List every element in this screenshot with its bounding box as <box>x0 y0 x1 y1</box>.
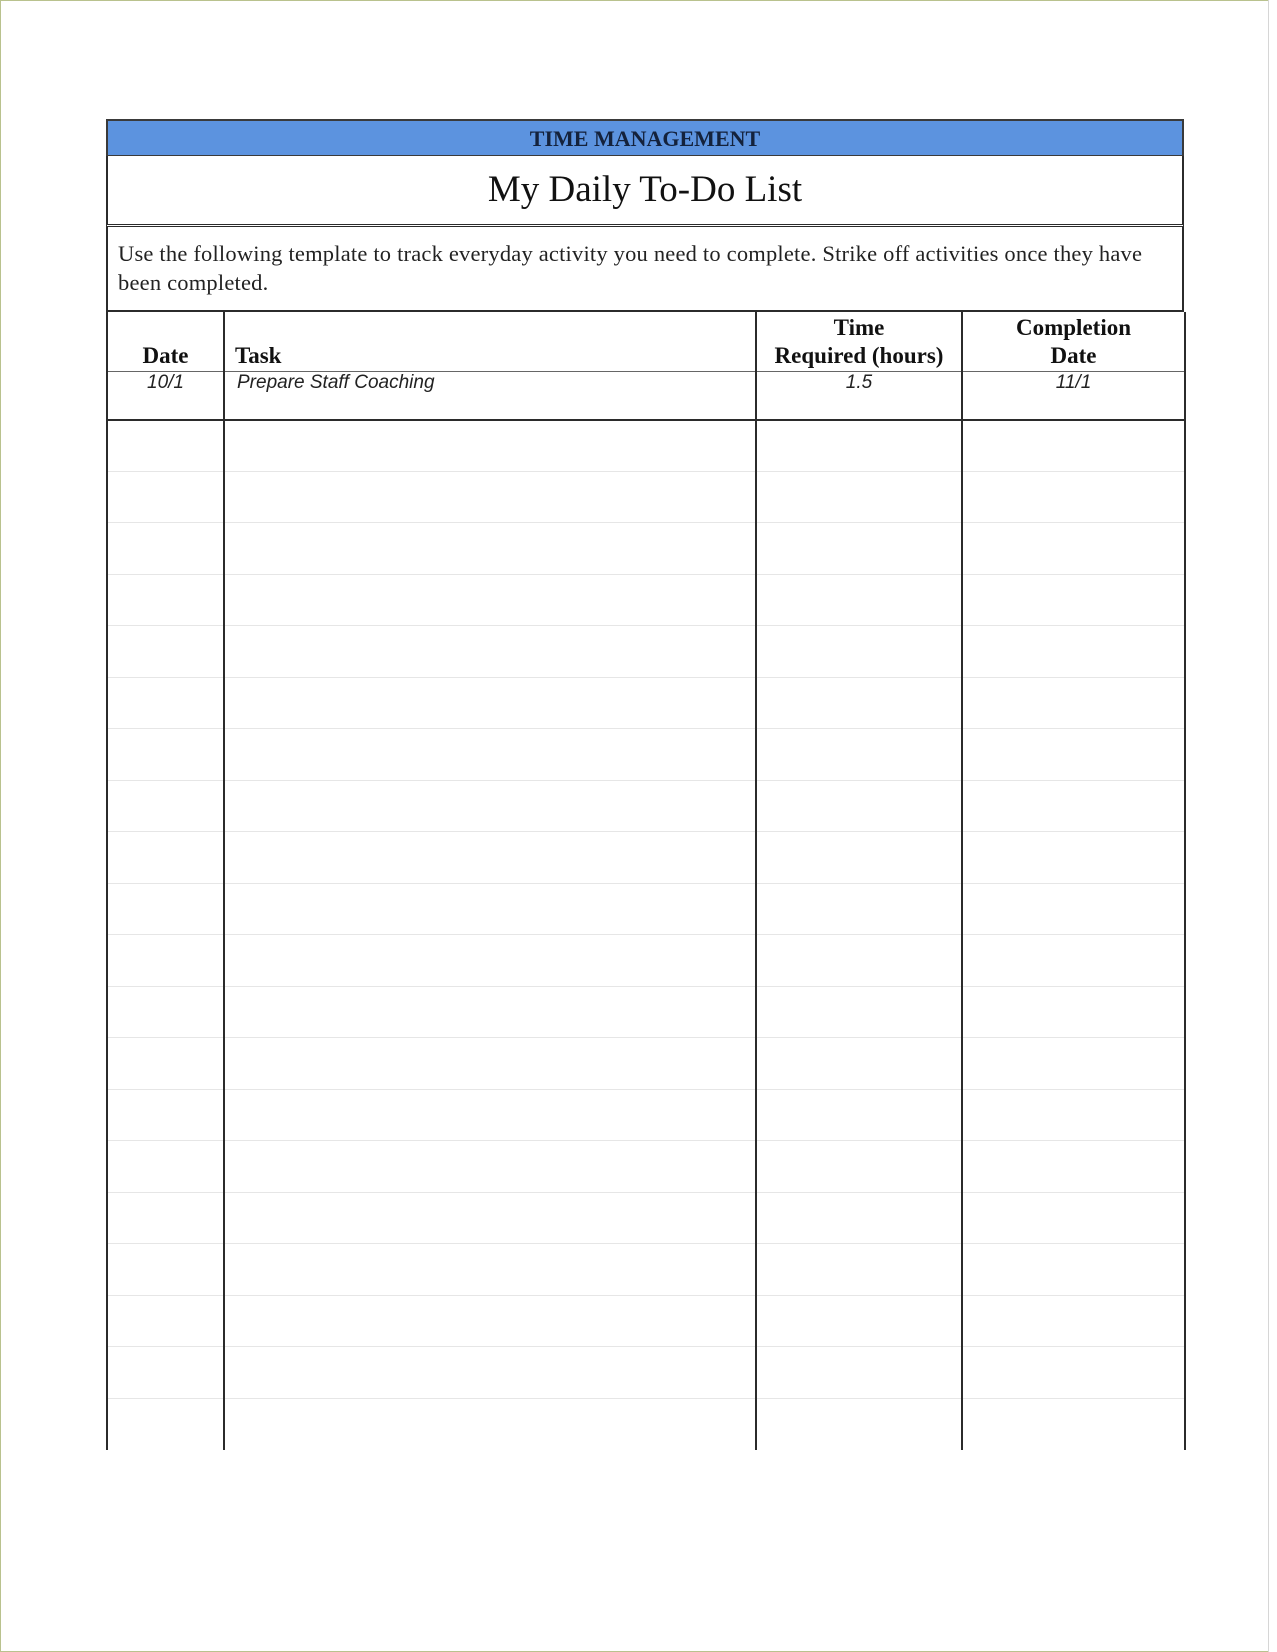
task-cell <box>224 832 756 884</box>
task-cell <box>224 1089 756 1141</box>
task-cell <box>224 574 756 626</box>
header-completion-line2: Date <box>1050 343 1097 368</box>
table-row <box>107 986 1185 1038</box>
time-cell <box>756 1244 962 1296</box>
example-row <box>107 372 1185 420</box>
time-cell <box>756 780 962 832</box>
date-cell <box>107 1089 224 1141</box>
date-cell <box>107 1295 224 1347</box>
header-completion-line1: Completion <box>1016 315 1131 340</box>
header-time-line1: Time <box>833 315 885 340</box>
task-cell <box>224 677 756 729</box>
table-row <box>107 677 1185 729</box>
header-time-required <box>756 312 962 372</box>
date-cell <box>107 1398 224 1450</box>
completion-cell <box>962 1244 1185 1296</box>
table-row <box>107 1347 1185 1399</box>
date-cell <box>107 471 224 523</box>
banner-title: TIME MANAGEMENT <box>106 119 1184 156</box>
date-cell <box>107 1141 224 1193</box>
date-cell <box>107 420 224 472</box>
task-cell <box>224 471 756 523</box>
time-cell <box>756 574 962 626</box>
header-time-line2: Required (hours) <box>774 343 944 368</box>
time-cell <box>756 1141 962 1193</box>
task-cell <box>224 626 756 678</box>
time-cell <box>756 1192 962 1244</box>
example-date: 10/1 <box>107 372 224 420</box>
time-cell <box>756 832 962 884</box>
task-cell <box>224 1295 756 1347</box>
header-completion-date <box>962 312 1185 372</box>
time-cell <box>756 471 962 523</box>
date-cell <box>107 832 224 884</box>
table-row <box>107 1192 1185 1244</box>
time-cell <box>756 1347 962 1399</box>
completion-cell <box>962 471 1185 523</box>
completion-cell <box>962 626 1185 678</box>
instructions-text: Use the following template to track everyday activity you need to complete. Strike off activities once they have been completed. <box>106 227 1184 312</box>
time-cell <box>756 677 962 729</box>
date-cell <box>107 523 224 575</box>
completion-cell <box>962 935 1185 987</box>
table-row <box>107 780 1185 832</box>
completion-cell <box>962 574 1185 626</box>
table-row <box>107 523 1185 575</box>
table-row <box>107 1089 1185 1141</box>
todo-table <box>106 312 1186 1450</box>
time-cell <box>756 935 962 987</box>
date-cell <box>107 1038 224 1090</box>
table-row <box>107 471 1185 523</box>
time-cell <box>756 420 962 472</box>
task-cell <box>224 523 756 575</box>
task-cell <box>224 729 756 781</box>
completion-cell <box>962 883 1185 935</box>
task-cell <box>224 780 756 832</box>
time-cell <box>756 523 962 575</box>
completion-cell <box>962 1038 1185 1090</box>
completion-cell <box>962 1192 1185 1244</box>
time-cell <box>756 1295 962 1347</box>
completion-cell <box>962 729 1185 781</box>
completion-cell <box>962 1141 1185 1193</box>
date-cell <box>107 677 224 729</box>
task-cell <box>224 1038 756 1090</box>
table-row <box>107 420 1185 472</box>
page-edge <box>1268 0 1277 1652</box>
table-row <box>107 1295 1185 1347</box>
task-cell <box>224 420 756 472</box>
example-task: Prepare Staff Coaching <box>224 372 756 420</box>
completion-cell <box>962 1398 1185 1450</box>
completion-cell <box>962 1347 1185 1399</box>
date-cell <box>107 986 224 1038</box>
table-row <box>107 1398 1185 1450</box>
table-row <box>107 626 1185 678</box>
example-completion: 11/1 <box>962 372 1185 420</box>
completion-cell <box>962 677 1185 729</box>
time-cell <box>756 626 962 678</box>
completion-cell <box>962 1295 1185 1347</box>
table-row <box>107 883 1185 935</box>
date-cell <box>107 626 224 678</box>
completion-cell <box>962 420 1185 472</box>
header-date: Date <box>107 312 224 372</box>
task-cell <box>224 986 756 1038</box>
completion-cell <box>962 986 1185 1038</box>
date-cell <box>107 780 224 832</box>
task-cell <box>224 1192 756 1244</box>
table-row <box>107 1038 1185 1090</box>
task-cell <box>224 1398 756 1450</box>
todo-sheet <box>106 119 1184 1450</box>
time-cell <box>756 986 962 1038</box>
header-task: Task <box>224 312 756 372</box>
page-title: My Daily To-Do List <box>106 156 1184 227</box>
time-cell <box>756 1089 962 1141</box>
date-cell <box>107 574 224 626</box>
date-cell <box>107 1192 224 1244</box>
time-cell <box>756 729 962 781</box>
example-time: 1.5 <box>756 372 962 420</box>
completion-cell <box>962 780 1185 832</box>
task-cell <box>224 1347 756 1399</box>
date-cell <box>107 1244 224 1296</box>
task-cell <box>224 935 756 987</box>
table-row <box>107 1244 1185 1296</box>
time-cell <box>756 883 962 935</box>
date-cell <box>107 729 224 781</box>
completion-cell <box>962 1089 1185 1141</box>
table-row <box>107 729 1185 781</box>
time-cell <box>756 1038 962 1090</box>
time-cell <box>756 1398 962 1450</box>
completion-cell <box>962 832 1185 884</box>
task-cell <box>224 883 756 935</box>
date-cell <box>107 883 224 935</box>
table-header-row <box>107 312 1185 372</box>
table-row <box>107 832 1185 884</box>
table-row <box>107 574 1185 626</box>
task-cell <box>224 1244 756 1296</box>
date-cell <box>107 1347 224 1399</box>
table-row <box>107 1141 1185 1193</box>
task-cell <box>224 1141 756 1193</box>
table-row <box>107 935 1185 987</box>
date-cell <box>107 935 224 987</box>
completion-cell <box>962 523 1185 575</box>
